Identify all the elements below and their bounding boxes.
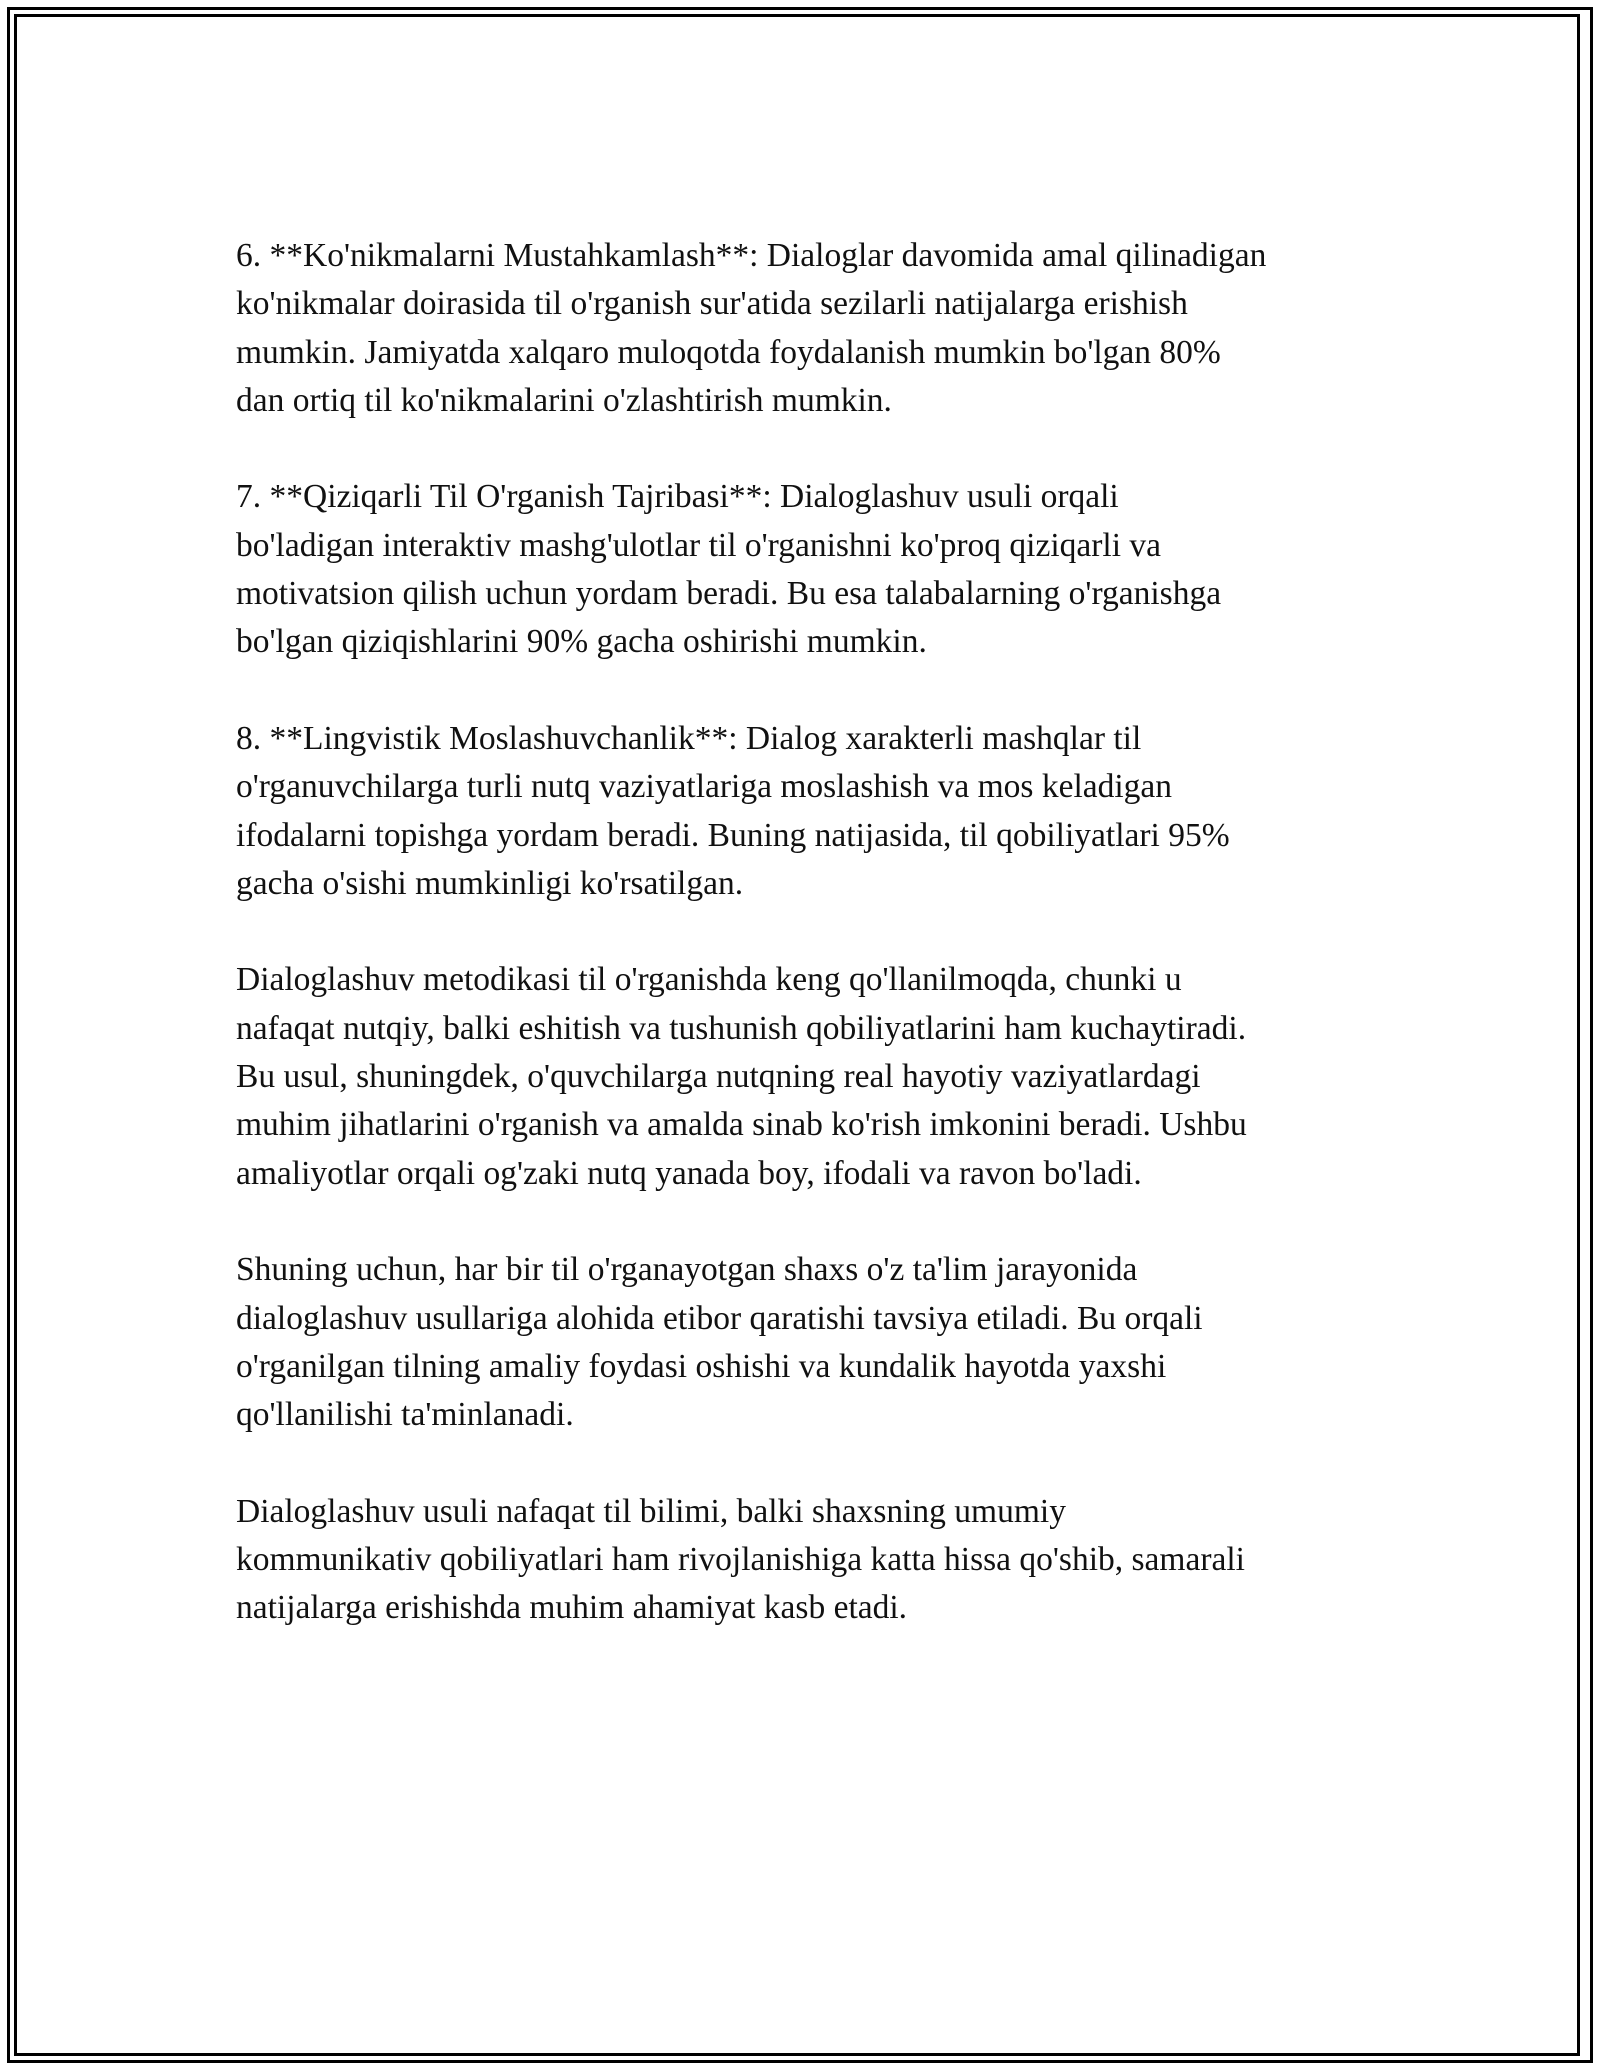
paragraph-dialoglashuv-usuli bbox=[236, 1488, 1366, 1633]
text-line: gacha o'sishi mumkinligi ko'rsatilgan. bbox=[236, 864, 744, 902]
text-line: muhim jihatlarini o'rganish va amalda sinab ko'rish imkonini beradi. Ushbu bbox=[236, 1106, 1247, 1144]
text-line: natijalarga erishishda muhim ahamiyat kasb etadi. bbox=[236, 1589, 908, 1627]
text-line: o'rganuvchilarga turli nutq vaziyatlariga moslashish va mos keladigan bbox=[236, 768, 1173, 806]
text-line: ko'nikmalar doirasida til o'rganish sur'atida sezilarli natijalarga erishish bbox=[236, 285, 1188, 323]
text-line: nafaqat nutqiy, balki eshitish va tushunish qobiliyatlarini ham kuchaytiradi. bbox=[236, 1009, 1247, 1047]
text-line: qo'llanilishi ta'minlanadi. bbox=[236, 1396, 574, 1434]
text-line: bo'ladigan interaktiv mashg'ulotlar til o'rganishni ko'proq qiziqarli va bbox=[236, 526, 1162, 564]
paragraph-6-konikmalarni-mustahkamlash bbox=[236, 232, 1366, 425]
text-line: 7. **Qiziqarli Til O'rganish Tajribasi**: Dialoglashuv usuli orqali bbox=[236, 478, 1119, 516]
text-line: o'rganilgan tilning amaliy foydasi oshishi va kundalik hayotda yaxshi bbox=[236, 1347, 1167, 1385]
text-line: 6. **Ko'nikmalarni Mustahkamlash**: Dialoglar davomida amal qilinadigan bbox=[236, 237, 1267, 274]
text-line: Dialoglashuv metodikasi til o'rganishda keng qo'llanilmoqda, chunki u bbox=[236, 961, 1182, 999]
text-line: amaliyotlar orqali og'zaki nutq yanada boy, ifodali va ravon bo'ladi. bbox=[236, 1154, 1142, 1192]
paragraph-7-qiziqarli-til bbox=[236, 473, 1366, 666]
text-line: bo'lgan qiziqishlarini 90% gacha oshirishi mumkin. bbox=[236, 623, 927, 661]
text-line: dan ortiq til ko'nikmalarini o'zlashtirish mumkin. bbox=[236, 381, 892, 419]
text-line: ifodalarni topishga yordam beradi. Buning natijasida, til qobiliyatlari 95% bbox=[236, 816, 1230, 854]
text-line: mumkin. Jamiyatda xalqaro muloqotda foydalanish mumkin bo'lgan 80% bbox=[236, 333, 1221, 371]
text-line: Shuning uchun, har bir til o'rganayotgan shaxs o'z ta'lim jarayonida bbox=[236, 1251, 1138, 1289]
paragraph-dialoglashuv-metodikasi bbox=[236, 956, 1366, 1197]
text-line: 8. **Lingvistik Moslashuvchanlik**: Dialog xarakterli mashqlar til bbox=[236, 719, 1142, 757]
text-line: Dialoglashuv usuli nafaqat til bilimi, balki shaxsning umumiy bbox=[236, 1492, 1066, 1530]
paragraph-8-lingvistik-moslashuvchanlik bbox=[236, 715, 1366, 908]
text-line: motivatsion qilish uchun yordam beradi. Bu esa talabalarning o'rganishga bbox=[236, 575, 1222, 613]
text-line: Bu usul, shuningdek, o'quvchilarga nutqning real hayotiy vaziyatlardagi bbox=[236, 1058, 1201, 1096]
document-body bbox=[236, 232, 1366, 1633]
paragraph-shuning-uchun bbox=[236, 1246, 1366, 1439]
text-line: kommunikativ qobiliyatlari ham rivojlanishiga katta hissa qo'shib, samarali bbox=[236, 1541, 1245, 1579]
text-line: dialoglashuv usullariga alohida etibor qaratishi tavsiya etiladi. Bu orqali bbox=[236, 1299, 1203, 1337]
